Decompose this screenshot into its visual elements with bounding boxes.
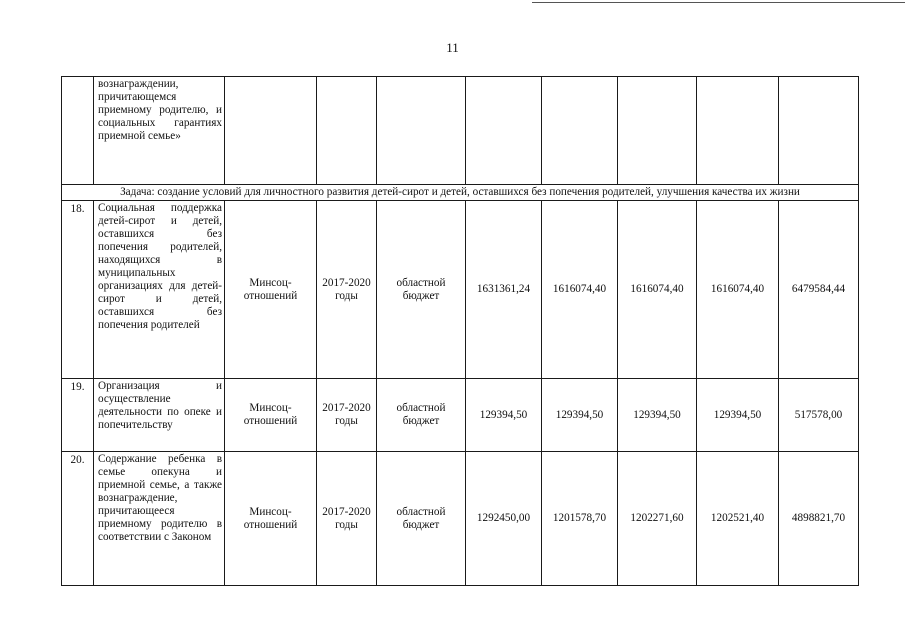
cell-value-4: 129394,50	[697, 379, 779, 452]
cell-source: областной бюджет	[377, 452, 466, 586]
cell-value-1	[466, 77, 542, 185]
cell-number	[62, 77, 94, 185]
cell-executor	[225, 77, 317, 185]
cell-value-1: 1292450,00	[466, 452, 542, 586]
cell-value-3: 1616074,40	[618, 201, 697, 379]
cell-executor: Минсоц-отношений	[225, 201, 317, 379]
cell-value-2: 1616074,40	[542, 201, 618, 379]
cell-value-4: 1616074,40	[697, 201, 779, 379]
table-row	[62, 201, 859, 379]
cell-description: вознаграждении, причитающемся приемному родителю, и социальных гарантиях приемной семье»	[94, 77, 225, 185]
cell-executor: Минсоц-отношений	[225, 452, 317, 586]
cell-number: 18.	[62, 201, 94, 379]
cell-value-1: 1631361,24	[466, 201, 542, 379]
cell-value-3	[618, 77, 697, 185]
cell-total	[779, 77, 859, 185]
cell-period: 2017-2020 годы	[317, 201, 377, 379]
cell-total: 4898821,70	[779, 452, 859, 586]
page-number: 11	[446, 40, 459, 55]
cell-period: 2017-2020 годы	[317, 452, 377, 586]
cell-executor: Минсоц-отношений	[225, 379, 317, 452]
cell-period	[317, 77, 377, 185]
cell-value-2: 129394,50	[542, 379, 618, 452]
header-rule	[532, 2, 905, 3]
table-row-continuation	[62, 77, 859, 185]
table-row-task	[62, 185, 859, 201]
cell-value-2: 1201578,70	[542, 452, 618, 586]
cell-number: 19.	[62, 379, 94, 452]
cell-total: 6479584,44	[779, 201, 859, 379]
cell-description: Организация и осуществление деятельности по опеке и попечительству	[94, 379, 225, 452]
cell-description: Социальная поддержка детей-сирот и детей, оставшихся без попечения родителей, находящихся в муниципальных организациях для детей-сирот и детей, оставшихся без попечения родителей	[94, 201, 225, 379]
cell-source: областной бюджет	[377, 379, 466, 452]
cell-source	[377, 77, 466, 185]
cell-value-3: 1202271,60	[618, 452, 697, 586]
cell-period: 2017-2020 годы	[317, 379, 377, 452]
cell-value-2	[542, 77, 618, 185]
cell-description: Содержание ребенка в семье опекуна и приемной семье, а также вознаграждение, причитающееся приемному родителю в соответствии с Законом	[94, 452, 225, 586]
cell-number: 20.	[62, 452, 94, 586]
task-heading: Задача: создание условий для личностного развития детей-сирот и детей, оставшихся без попечения родителей, улучшения качества их жизни	[62, 185, 859, 201]
cell-value-3: 129394,50	[618, 379, 697, 452]
program-table	[61, 76, 859, 586]
table-row	[62, 379, 859, 452]
cell-total: 517578,00	[779, 379, 859, 452]
cell-value-4: 1202521,40	[697, 452, 779, 586]
cell-source: областной бюджет	[377, 201, 466, 379]
cell-value-4	[697, 77, 779, 185]
cell-value-1: 129394,50	[466, 379, 542, 452]
table-row	[62, 452, 859, 586]
